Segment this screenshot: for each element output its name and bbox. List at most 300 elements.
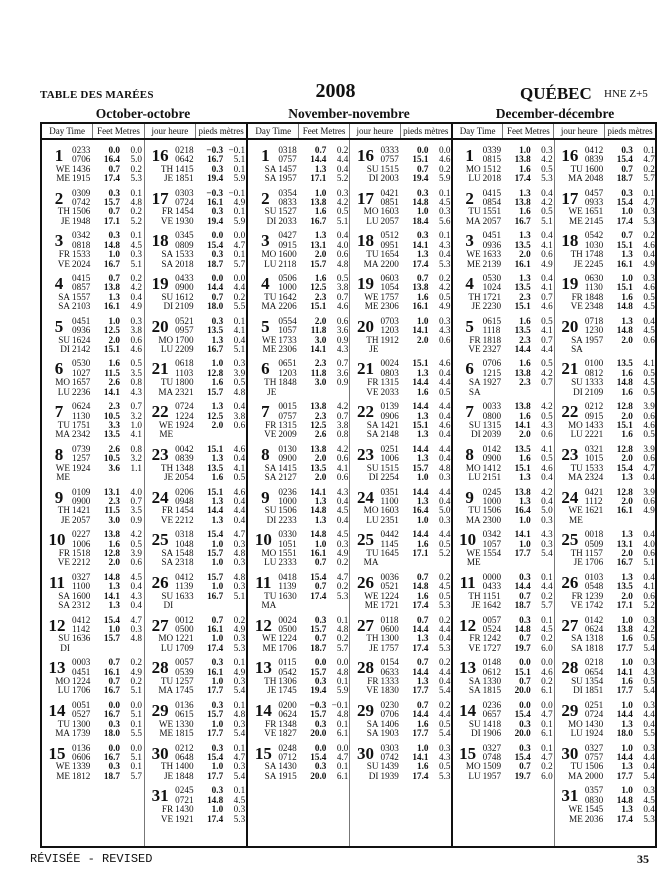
tide-height-feet: 17.4 (616, 813, 633, 824)
tide-height-feet: 16.1 (310, 547, 327, 558)
tide-height-feet: 0.3 (108, 718, 120, 729)
tide-time: 1057 (482, 538, 502, 549)
tide-height-metres: 5.1 (643, 557, 655, 568)
tide-time: 1848 (175, 770, 194, 781)
tide-time: 1224 (278, 633, 297, 644)
tide-height-feet: 14.1 (514, 419, 531, 430)
tide-height-metres: 0.5 (439, 718, 451, 729)
weekday-fr: VE (264, 429, 277, 440)
tide-height-metres: 0.4 (130, 581, 142, 592)
tide-time: 0524 (482, 623, 502, 634)
tide-time: 1533 (175, 249, 194, 260)
tide-height-metres: 4.9 (130, 301, 142, 312)
tide-time: 1733 (278, 334, 297, 345)
tide-time: 0142 (482, 443, 502, 454)
tide-time: 2033 (278, 215, 297, 226)
tide-height-feet: 1.0 (519, 514, 531, 525)
tide-time: 1330 (175, 718, 194, 729)
tide-height-metres: 0.0 (336, 657, 349, 668)
tide-time: 0539 (175, 666, 194, 677)
tide-time: 1306 (278, 676, 297, 687)
tide-height-metres: 4.1 (541, 443, 553, 454)
tide-height-feet: 15.7 (310, 666, 327, 677)
weekday-fr: VE (570, 301, 583, 312)
tide-height-feet: 13.8 (310, 197, 327, 208)
weekday-fr: SA (264, 472, 277, 482)
weekday-fr: DI (163, 301, 174, 312)
tide-height-metres: 4.6 (439, 154, 451, 165)
tide-height-feet: 1.0 (621, 206, 633, 217)
revision-note: RÉVISÉE - REVISED (30, 852, 153, 866)
tide-row (278, 644, 348, 653)
tide-time: 1412 (482, 462, 502, 473)
tide-row (175, 592, 245, 601)
weekday-fr: DI (470, 728, 481, 739)
day-entry (555, 744, 655, 787)
tide-time: 0109 (72, 486, 91, 497)
tide-height-metres: 0.4 (130, 291, 142, 302)
tide-height-metres: 4.5 (233, 794, 246, 805)
tide-height-metres: 0.2 (336, 581, 349, 592)
tide-height-feet: 0.3 (108, 230, 120, 241)
tide-height-metres: 3.8 (130, 325, 142, 336)
weekday-fr: DI (368, 472, 379, 482)
tide-height-feet: 0.3 (519, 742, 531, 753)
tide-time: 0712 (278, 752, 297, 763)
tide-height-feet: 1.3 (108, 600, 120, 611)
tide-time: 1454 (175, 505, 194, 516)
tide-height-feet: 15.4 (207, 529, 224, 540)
tide-time: 1000 (278, 495, 297, 506)
tide-time: 2206 (278, 301, 297, 312)
day-entry (248, 231, 349, 274)
tide-height-feet: 15.4 (310, 752, 327, 763)
day-number: 8 (54, 444, 64, 464)
weekday-en: SU (468, 718, 481, 729)
tide-height-feet: 1.6 (519, 315, 531, 326)
tide-height-metres: 4.3 (439, 239, 451, 250)
tide-time: 0948 (175, 495, 194, 506)
tide-time: 0521 (175, 315, 194, 326)
column-header: Day Time (49, 126, 86, 136)
tide-time: 0615 (482, 315, 502, 326)
tide-height-metres: 5.5 (643, 728, 655, 739)
tide-time: 1600 (72, 590, 91, 601)
tide-height-metres: 3.5 (130, 367, 142, 378)
tide-height-metres: 4.7 (643, 154, 655, 165)
tide-height-metres: 0.1 (130, 761, 142, 772)
weekday-fr: JE (60, 514, 70, 525)
tide-height-feet: 0.0 (108, 742, 120, 753)
tide-height-metres: 4.4 (233, 505, 246, 516)
day-number: 13 (459, 658, 477, 678)
tide-height-feet: 16.1 (616, 258, 633, 269)
tide-time: 0906 (380, 410, 399, 421)
tide-height-metres: 0.2 (541, 761, 553, 772)
tide-height-feet: 15.1 (616, 419, 633, 430)
tide-time: 1548 (175, 547, 194, 558)
tide-height-feet: 0.7 (314, 633, 327, 644)
tide-height-feet: 17.4 (103, 173, 120, 184)
tide-height-metres: 4.8 (130, 197, 142, 208)
tide-height-metres: 3.6 (336, 325, 349, 336)
tide-height-metres: 4.3 (541, 529, 553, 540)
tide-height-metres: 0.1 (336, 718, 349, 729)
tide-height-feet: 14.4 (207, 505, 224, 516)
weekday-en: TH (57, 206, 70, 217)
tide-time: 1421 (72, 505, 91, 516)
weekday-en: WE (158, 718, 174, 729)
tide-time: 1224 (175, 410, 194, 421)
tide-time: 1818 (482, 334, 502, 345)
tide-row (585, 729, 655, 738)
tide-time: 1230 (584, 325, 604, 336)
tide-height-feet: 15.4 (207, 239, 224, 250)
tide-height-feet: 2.0 (621, 453, 633, 464)
tide-height-feet: 1.0 (621, 785, 633, 796)
tide-height-metres: 4.1 (233, 462, 246, 473)
day-number: 3 (54, 231, 64, 251)
tide-time: 1203 (278, 367, 297, 378)
tide-time: 1515 (380, 462, 399, 473)
weekday-en: FR (58, 249, 70, 260)
tide-height-feet: 13.8 (412, 282, 429, 293)
tide-height-metres: 4.2 (130, 282, 142, 293)
tide-row (585, 558, 655, 567)
tide-height-feet: 18.7 (616, 173, 633, 184)
weekday-fr: MA (55, 429, 70, 440)
tide-height-metres: 0.3 (130, 315, 142, 326)
tide-height-feet: 14.1 (514, 529, 531, 540)
day-number: 9 (54, 487, 64, 507)
tide-height-metres: 4.1 (233, 325, 246, 336)
tide-time: 2212 (72, 557, 91, 568)
tide-height-feet: 16.1 (412, 301, 429, 312)
tide-height-feet: 15.7 (310, 709, 327, 720)
day-entry (248, 701, 349, 744)
column-header: jour heure (144, 124, 195, 138)
day-number: 10 (254, 530, 272, 550)
tide-height-metres: 4.2 (130, 529, 142, 540)
tide-time: 0624 (278, 709, 297, 720)
tide-height-feet: 1.3 (417, 633, 429, 644)
day-entry (248, 658, 349, 701)
tide-height-feet: 12.5 (207, 410, 224, 421)
tide-height-feet: 1.3 (519, 187, 531, 198)
weekday-fr: VE (570, 600, 583, 611)
tide-height-feet: 1.0 (108, 623, 120, 634)
tide-row (585, 772, 655, 781)
column-header: Feet Metres (502, 124, 553, 138)
tide-height-metres: 0.1 (233, 163, 246, 174)
day-entry (350, 658, 450, 701)
day-entry (350, 488, 450, 531)
tide-time: 0051 (72, 699, 91, 710)
tide-row (72, 729, 142, 738)
tide-height-feet: 2.0 (519, 249, 531, 260)
tide-height-metres: 0.5 (336, 206, 349, 217)
tide-height-metres: 0.5 (233, 377, 246, 388)
tide-height-feet: 14.8 (103, 571, 120, 582)
tide-height-metres: 0.4 (541, 495, 553, 506)
tide-height-feet: 2.0 (621, 495, 633, 506)
tide-height-feet: 14.8 (616, 377, 633, 388)
tide-time: 0657 (482, 709, 502, 720)
tide-height-feet: 14.1 (310, 486, 327, 497)
tide-height-metres: 5.4 (233, 728, 246, 739)
day-entry (555, 616, 655, 659)
tide-height-metres: 0.3 (233, 804, 246, 815)
tide-time: 0900 (72, 495, 91, 506)
day-number: 19 (356, 274, 374, 294)
tide-height-metres: 4.7 (643, 197, 655, 208)
tide-height-metres: 4.1 (541, 325, 553, 336)
tide-height-metres: 0.4 (643, 529, 655, 540)
tide-time: 1221 (175, 633, 194, 644)
tide-height-feet: 13.8 (514, 367, 531, 378)
tide-height-feet: 2.0 (108, 334, 120, 345)
tide-height-feet: 12.8 (103, 547, 120, 558)
tide-height-feet: 10.5 (103, 410, 120, 421)
tide-height-feet: 16.1 (616, 505, 633, 516)
weekday-fr: DI (573, 685, 583, 696)
tide-height-feet: 13.1 (310, 239, 327, 250)
day-entry (145, 658, 246, 701)
weekday-fr: MA (158, 386, 174, 397)
weekday-fr: JE (471, 600, 481, 611)
tide-height-feet: 15.4 (616, 197, 633, 208)
day-number: 13 (254, 658, 272, 678)
tide-time: 0139 (380, 401, 399, 412)
tide-time: 1400 (175, 761, 194, 772)
tide-time: 0415 (72, 273, 91, 284)
tide-time: 1706 (278, 642, 297, 653)
tide-height-metres: 5.9 (439, 173, 451, 184)
tide-height-feet: 17.7 (207, 728, 224, 739)
tide-height-metres: 3.9 (233, 367, 246, 378)
tide-height-metres: 0.5 (643, 429, 655, 440)
weekday-fr: LU (468, 770, 481, 781)
tide-height-metres: 5.2 (439, 547, 451, 558)
tide-time: 1848 (584, 291, 604, 302)
weekday-en: TH (570, 249, 583, 260)
tide-height-metres: 5.7 (336, 642, 349, 653)
tide-height-feet: 1.3 (417, 249, 429, 260)
weekday-fr: DI (60, 642, 70, 653)
tide-height-feet: 14.4 (616, 752, 633, 763)
tide-height-metres: 0.4 (439, 676, 451, 687)
tide-height-metres: 0.2 (439, 571, 451, 582)
tide-time: 1506 (72, 206, 91, 217)
day-number: 5 (261, 316, 270, 336)
tide-time: 2039 (482, 429, 502, 440)
day-entry (248, 488, 349, 531)
tide-time: 1130 (72, 410, 91, 421)
tide-time: 0530 (482, 273, 502, 284)
tide-time: 1527 (278, 206, 297, 217)
day-entry (555, 189, 655, 232)
tide-time: 1300 (380, 633, 399, 644)
tide-time: 1145 (380, 538, 399, 549)
tide-height-metres: 0.4 (233, 334, 246, 345)
tide-row (175, 345, 245, 354)
tide-time: 2057 (482, 215, 502, 226)
day-entry (248, 402, 349, 445)
weekday-en: TH (57, 505, 70, 516)
tide-height-metres: 4.6 (541, 462, 553, 473)
timezone-label: HNE Z+5 (604, 88, 648, 100)
tide-row (175, 516, 245, 525)
tide-height-metres: 0.4 (643, 761, 655, 772)
tide-time: 2151 (482, 472, 502, 482)
tide-height-metres: 0.6 (643, 453, 655, 464)
weekday-fr: DI (573, 386, 583, 397)
weekday-fr: DI (60, 343, 70, 354)
tide-row (380, 336, 450, 345)
tide-time: 1915 (72, 173, 91, 184)
tide-time: 1924 (584, 728, 604, 739)
weekday-en: SU (161, 590, 174, 601)
tide-height-feet: 2.6 (108, 443, 120, 454)
day-number: 19 (561, 274, 579, 294)
tide-height-feet: 2.0 (108, 557, 120, 568)
day-entry (350, 445, 450, 488)
day-entry (145, 189, 246, 232)
tide-height-metres: 0.9 (336, 377, 349, 388)
tide-height-metres: 4.8 (336, 709, 349, 720)
tide-time: 0724 (175, 197, 194, 208)
tide-height-metres: 0.4 (439, 495, 451, 506)
tide-height-metres: 0.2 (233, 614, 246, 625)
tide-time: 1118 (482, 325, 501, 336)
tide-height-metres: 0.5 (643, 633, 655, 644)
tide-height-feet: 2.6 (108, 377, 120, 388)
tide-row (380, 217, 450, 226)
weekday-en: SA (58, 291, 70, 302)
tide-height-metres: 0.3 (439, 742, 451, 753)
tide-height-metres: 0.4 (233, 401, 246, 412)
tide-row (585, 473, 655, 482)
tide-height-feet: 0.3 (211, 249, 224, 260)
tide-height-metres: 5.1 (541, 215, 553, 226)
tide-row (483, 772, 553, 781)
tide-height-metres: 4.8 (130, 633, 142, 644)
tide-height-metres: 5.4 (643, 642, 655, 653)
tide-height-feet: 13.5 (514, 239, 531, 250)
day-entry (145, 530, 246, 573)
tide-height-metres: 0.5 (643, 367, 655, 378)
tide-time: 0857 (72, 282, 91, 293)
weekday-fr: JE (573, 557, 583, 568)
tide-height-feet: 18.0 (616, 728, 633, 739)
tide-time: 0721 (175, 794, 194, 805)
tide-height-feet: 17.4 (412, 642, 429, 653)
tide-height-feet: 19.7 (514, 642, 531, 653)
day-entry (145, 573, 246, 616)
weekday-en: MO (55, 676, 70, 687)
tide-time: 1533 (584, 462, 604, 473)
weekday-fr: DI (368, 770, 379, 781)
tide-height-feet: 3.0 (314, 377, 327, 388)
tide-height-metres: 4.0 (130, 486, 142, 497)
tide-time: 1957 (584, 334, 604, 345)
tide-height-feet: 0.7 (417, 657, 429, 668)
tide-height-feet: 15.7 (103, 633, 120, 644)
tide-height-metres: 5.7 (233, 258, 246, 269)
tide-time: 1239 (584, 590, 604, 601)
day-entry (555, 317, 655, 360)
day-number: 17 (561, 188, 579, 208)
tide-time: 0303 (380, 742, 399, 753)
tide-height-metres: 4.2 (541, 401, 553, 412)
tide-row (585, 260, 655, 269)
tide-height-feet: 0.0 (519, 657, 531, 668)
day-number: 26 (356, 572, 374, 592)
tide-time: 1415 (278, 462, 297, 473)
weekday-en: MO (261, 249, 277, 260)
tide-row (483, 729, 553, 738)
tide-height-feet: 1.0 (211, 557, 224, 568)
tide-time: 1645 (380, 547, 399, 558)
tide-height-metres: 0.5 (439, 291, 451, 302)
tide-height-metres: 0.7 (541, 291, 553, 302)
tide-time: 1348 (278, 718, 297, 729)
column-header: pieds mètres (400, 124, 451, 138)
tide-height-feet: 15.7 (207, 709, 224, 720)
day-entry (555, 359, 655, 402)
weekday-en: SU (58, 633, 70, 644)
tide-height-feet: 13.8 (310, 443, 327, 454)
tide-time: 1421 (380, 419, 399, 430)
tide-height-metres: 4.5 (643, 325, 655, 336)
tide-height-metres: 0.7 (541, 377, 553, 388)
tide-height-metres: 4.3 (541, 419, 553, 430)
tide-time: 2003 (380, 173, 399, 184)
tide-time: 1318 (584, 633, 604, 644)
tide-height-feet: 17.1 (616, 600, 633, 611)
tide-height-feet: 1.6 (621, 367, 633, 378)
tide-time: 1706 (72, 685, 91, 696)
tide-time: 2048 (584, 173, 604, 184)
tide-time: 1603 (380, 206, 399, 217)
weekday-fr: JE (369, 642, 379, 653)
weekday-fr: LU (366, 215, 379, 226)
tide-height-feet: 1.6 (519, 453, 531, 464)
weekday-en: TH (468, 590, 481, 601)
tide-height-feet: 1.3 (417, 676, 429, 687)
tide-time: 2139 (482, 258, 502, 269)
tide-height-feet: 11.5 (104, 367, 120, 378)
tide-height-feet: 1.0 (314, 538, 327, 549)
column-header: Day Time (255, 126, 292, 136)
day-number: 16 (151, 146, 169, 165)
tide-height-metres: 0.5 (439, 538, 451, 549)
tide-time: 1242 (482, 633, 502, 644)
tide-time: 1642 (482, 600, 502, 611)
tide-height-metres: 0.2 (233, 291, 246, 302)
tide-height-feet: 1.3 (211, 495, 224, 506)
tide-height-feet: 1.3 (621, 472, 633, 482)
tide-height-feet: 17.4 (207, 813, 224, 824)
weekday-en: TH (366, 633, 379, 644)
tide-time: 0342 (482, 529, 502, 540)
tide-row (380, 686, 450, 695)
tide-height-feet: 1.0 (417, 315, 429, 326)
tide-height-feet: 0.0 (108, 699, 120, 710)
tide-height-metres: 0.5 (439, 590, 451, 601)
tide-height-metres: 0.1 (439, 187, 451, 198)
tide-height-metres: 4.0 (336, 239, 349, 250)
